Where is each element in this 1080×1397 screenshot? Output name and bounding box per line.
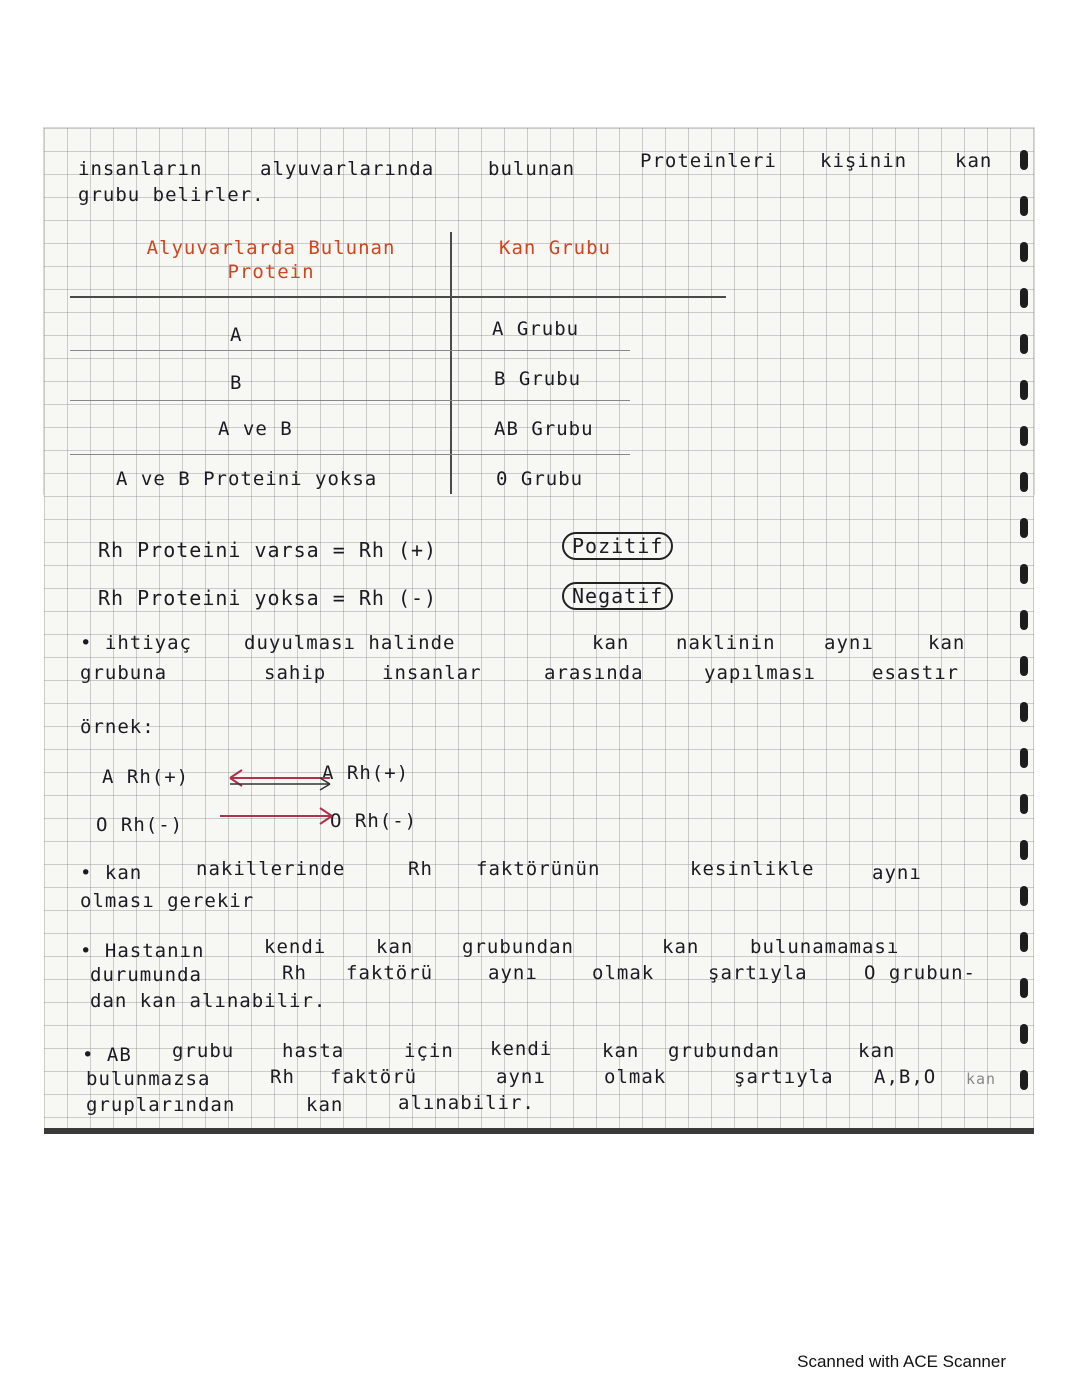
table-row-divider — [70, 350, 630, 351]
example-left-1: A Rh(+) — [102, 766, 190, 788]
rh-positive-line: Rh Proteini varsa = Rh (+) — [98, 538, 438, 562]
table-header-group: Kan Grubu — [499, 237, 611, 259]
table-row-divider — [70, 454, 630, 455]
table-row-group: AB Grubu — [494, 418, 594, 440]
example-right-2: O Rh(-) — [330, 810, 418, 832]
table-row-protein: A ve B — [218, 418, 293, 440]
table-row-protein: B — [230, 372, 243, 394]
table-row-group: B Grubu — [494, 368, 582, 390]
transfusion-arrows — [220, 756, 340, 826]
table-row-divider — [70, 400, 630, 401]
rh-negative-tag: Negatif — [562, 582, 673, 610]
scanner-watermark: Scanned with ACE Scanner — [797, 1352, 1006, 1371]
table-row-protein: A — [230, 324, 243, 346]
rh-negative-line: Rh Proteini yoksa = Rh (-) — [98, 586, 438, 610]
spiral-binding — [1020, 150, 1034, 1100]
rh-positive-tag: Pozitif — [562, 532, 673, 560]
intro-line-2: grubu belirler. — [78, 184, 265, 206]
example-right-1: A Rh(+) — [322, 762, 410, 784]
table-row-group: A Grubu — [492, 318, 580, 340]
table-header-divider — [70, 296, 726, 298]
table-row-protein: A ve B Proteini yoksa — [116, 468, 378, 490]
example-left-2: O Rh(-) — [96, 814, 184, 836]
table-header-protein: Alyuvarlarda Bulunan Protein — [146, 237, 396, 283]
example-label: örnek: — [80, 716, 155, 738]
table-row-group: 0 Grubu — [496, 468, 584, 490]
